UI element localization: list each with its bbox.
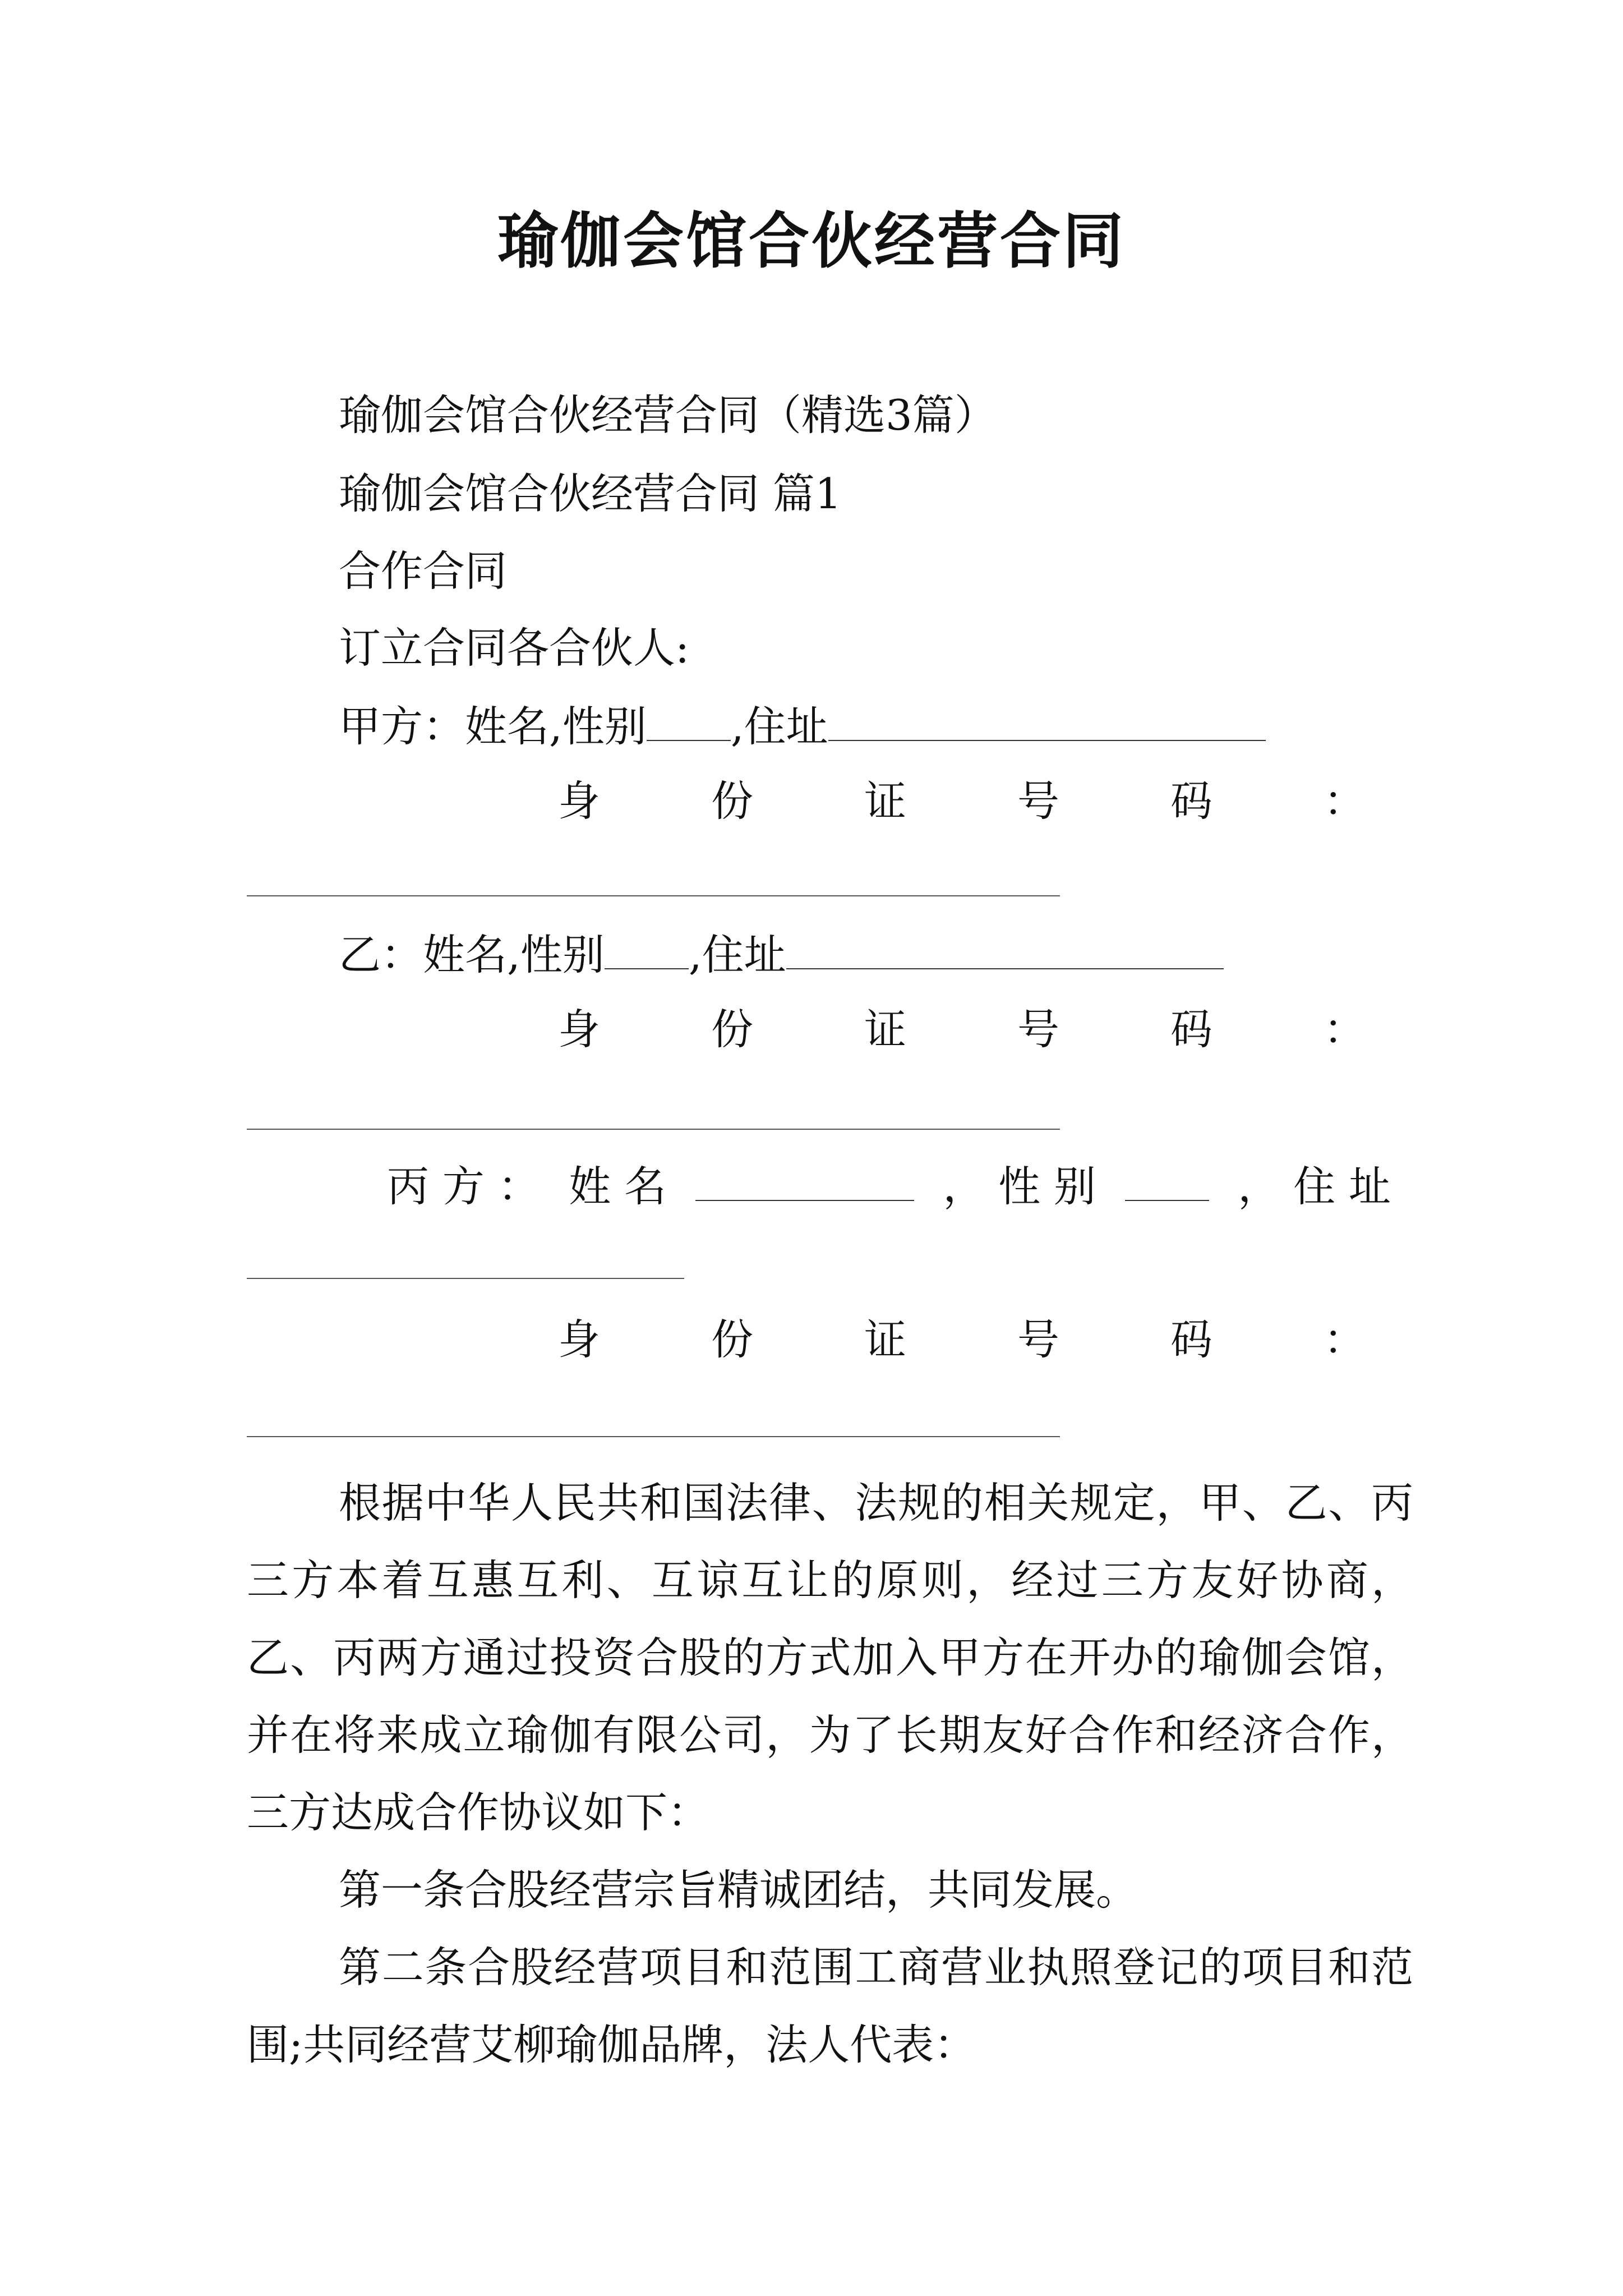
party-a-id-label (558, 773, 1366, 829)
id-char: 号 (1017, 776, 1059, 826)
address-label: ,住址 (730, 702, 828, 751)
id-char: 号 (1017, 1315, 1059, 1364)
party-b-prefix: 乙：姓名,性别 (339, 930, 605, 979)
address-label: ， 住 址 (1238, 1162, 1391, 1211)
subtitle-line: 瑜伽会馆合伙经营合同（精选3篇） (339, 390, 997, 440)
name-label: 姓 名 (569, 1162, 667, 1211)
party-c-id-blank (247, 1436, 1060, 1437)
name-blank (695, 1161, 914, 1201)
id-char: 身 (558, 776, 601, 826)
party-a-id-blank (247, 895, 1060, 896)
id-char: 号 (1017, 1005, 1059, 1054)
id-char: 份 (711, 776, 753, 826)
gender-blank (647, 701, 731, 741)
gender-blank (1125, 1161, 1209, 1201)
id-char: 码 (1170, 1005, 1212, 1054)
id-char: 证 (864, 776, 906, 826)
id-char: 身 (558, 1005, 601, 1054)
id-char: ： (1323, 776, 1366, 826)
gender-label: ， 性 别 (943, 1162, 1096, 1211)
party-b-id-label (558, 1001, 1366, 1057)
id-char: 身 (558, 1315, 601, 1364)
article-2: 第二条合股经营项目和范围工商营业执照登记的项目和范围;共同经营艾柳瑜伽品牌，法人代表： (247, 1943, 1413, 2069)
id-char: 证 (864, 1005, 906, 1054)
part-heading: 瑜伽会馆合伙经营合同 篇1 (339, 469, 842, 518)
address-label: ,住址 (688, 930, 786, 979)
id-char: ： (1323, 1005, 1366, 1054)
id-char: 码 (1170, 776, 1212, 826)
party-c-label: 丙 方 ： (387, 1162, 540, 1211)
id-char: 码 (1170, 1315, 1212, 1364)
party-b-id-blank (247, 1129, 1060, 1130)
document-title: 瑜伽会馆合伙经营合同 (497, 206, 1126, 277)
article-1: 第一条合股经营宗旨精诚团结，共同发展。 (339, 1865, 1138, 1915)
party-c-id-label (558, 1312, 1366, 1368)
address-blank (828, 701, 1266, 741)
id-char: ： (1323, 1315, 1366, 1364)
contract-name: 合作合同 (339, 546, 508, 596)
partners-intro: 订立合同各合伙人: (339, 623, 690, 673)
address-blank (786, 929, 1224, 969)
id-char: 份 (711, 1315, 753, 1364)
party-a-line (339, 698, 1266, 754)
intro-paragraph: 根据中华人民共和国法律、法规的相关规定，甲、乙、丙三方本着互惠互利、互谅互让的原则，经过三方友好协商，乙、丙两方通过投资合股的方式加入甲方在开办的瑜伽会馆，并在将来成立瑜伽有限公司，为了长期友好合作和经济合作，三方达成合作协议如下： (247, 1478, 1413, 1837)
gender-blank (605, 929, 689, 969)
party-c-address-blank (247, 1278, 684, 1279)
id-char: 份 (711, 1005, 753, 1054)
party-c-line (387, 1158, 1391, 1214)
party-b-line (339, 927, 1224, 983)
id-char: 证 (864, 1315, 906, 1364)
party-a-prefix: 甲方：姓名,性别 (339, 702, 647, 751)
